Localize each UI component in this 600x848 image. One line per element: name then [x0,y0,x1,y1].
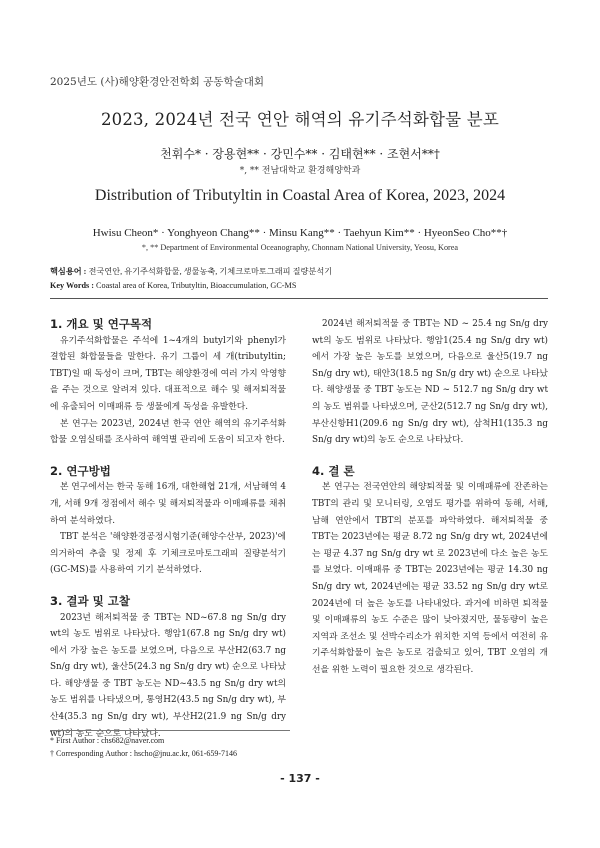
section-heading-4: 4. 결 론 [312,463,355,478]
keywords-english-label: Key Words : [50,281,94,290]
paragraph: TBT 분석은 '해양환경공정시험기준(해양수산부, 2023)'에 의거하여 추출 및 정제 후 기체크로마토그래피 질량분석기(GC-MS)를 사용하여 기기 분석하였다. [50,532,286,576]
keywords-divider [50,298,548,299]
keywords-english-text: Coastal area of Korea, Tributyltin, Bioaccumulation, GC-MS [96,281,297,290]
conference-header: 2025년도 (사)해양환경안전학회 공동학술대회 [50,76,265,88]
affiliation-korean: *, ** 전남대학교 환경해양학과 [239,166,361,176]
keywords-korean [50,266,332,277]
paragraph: 유기주석화합물은 주석에 1~4개의 butyl기와 phenyl가 결합된 화합물들을 말한다. 유기 그룹이 세 개(tributyltin; TBT)일 때 독성이 크며, TBT는 해양환경에 여러 가지 악영향을 주는 것으로 알려져 있다. 대표적으로 해수 및 해저퇴적물에 유출되어 이매패류 등 생물에게 독성을 유발한다. [50,335,286,412]
section-heading-2: 2. 연구방법 [50,463,111,478]
paragraph: 2023년 해저퇴적물 중 TBT는 ND~67.8 ng Sn/g dry wt의 농도 범위로 나타났다. 행암1(67.8 ng Sn/g dry wt)에서 가장 높은 농도를 보였으며, 다음으로 부산H2(63.7 ng Sn/g dry wt), 울산5(24.3 ng Sn/g dry wt) 순으로 나타났다. 해양생물 중 TBT 농도는 ND~43.5 ng Sn/g dry wt의 농도 범위를 나타냈으며, 통영H2(43.5 ng Sn/g dry wt), 부산4(35.3 ng Sn/g dry wt), 부산H2(21.9 ng Sn/g dry wt)의 농도 순으로 나타났다. [50,612,286,739]
title-korean: 2023, 2024년 전국 연안 해역의 유기주석화합물 분포 [100,110,500,129]
footnote-corresponding-author: † Corresponding Author : hscho@jnu.ac.kr, 061-659-7146 [50,749,238,758]
keywords-korean-text: 전국연안, 유기주석화합물, 생물농축, 기체크로마토그래피 질량분석기 [88,267,333,276]
authors-korean: 천휘수* · 장용현** · 강민수** · 김태현** · 조현서**† [160,147,440,161]
paragraph: 본 연구는 2023년, 2024년 한국 연안 해역의 유기주석화합물 오염실태를 조사하여 해역별 관리에 도움이 되고자 한다. [50,418,286,446]
paragraph: 본 연구에서는 한국 동해 16개, 대한해협 21개, 서남해역 4개, 서해 9개 정점에서 해수 및 해저퇴적물과 이매패류를 채취하여 분석하였다. [50,482,286,526]
keywords-korean-label: 핵심용어 : [50,267,87,276]
footnote-divider [50,730,290,731]
right-column [312,316,548,678]
footnote-first-author: * First Author : chs682@naver.com [50,736,165,745]
section-heading-1: 1. 개요 및 연구목적 [50,317,153,331]
title-english: Distribution of Tributyltin in Coastal Area of Korea, 2023, 2024 [94,187,506,204]
keywords-english [50,281,296,290]
paragraph: 2024년 해저퇴적물 중 TBT는 ND ~ 25.4 ng Sn/g dry wt의 농도 범위로 나타났다. 행암1(25.4 ng Sn/g dry wt)에서 가장 높은 농도를 보였으며, 다음으로 울산5(19.7 ng Sn/g dry wt), 태안3(18.5 ng Sn/g dry wt) 순으로 나타났다. 해양생물 중 TBT 농도는 ND ~ 512.7 ng Sn/g dry wt의 농도 범위를 나타냈으며, 군산2(512.7 ng Sn/g dry wt), 부산신항H1(209.6 ng Sn/g dry wt), 삼척H1(135.3 ng Sn/g dry wt)의 농도 순으로 나타났다. [312,319,548,446]
page-number: - 137 - [280,772,320,785]
left-column [50,316,286,742]
authors-english: Hwisu Cheon* · Yonghyeon Chang** · Minsu Kang** · Taehyun Kim** · HyeonSeo Cho**† [92,227,508,239]
section-heading-3: 3. 결과 및 고찰 [50,593,130,608]
paragraph: 본 연구는 전국연안의 해양퇴적물 및 이매패류에 잔존하는 TBT의 관리 및 모니터링, 오염도 평가를 위하여 동해, 서해, 남해 연안에서 TBT의 분포를 파악하였다. 해저퇴적물 중 TBT는 2023년에는 평균 8.72 ng Sn/g dry wt, 2024년에는 평균 4.37 ng Sn/g dry wt 로 2023년에 다소 높은 농도를 보였다. 이매패류 중 TBT는 2023년에는 평균 14.30 ng Sn/g dry wt, 2024년에는 평균 33.52 ng Sn/g dry wt로 2024년에 더 높은 농도를 나타내었다. 과거에 비하면 퇴적물 및 이매패류의 농도 수준은 많이 낮아졌지만, 물동량이 높은 지역과 조선소 및 선박수리소가 위치한 지역 등에서 여전히 유기주석화합물이 높은 농도로 검출되고 있어, TBT 오염의 개선을 위한 노력이 필요한 것으로 생각된다. [312,482,548,675]
affiliation-english: *, ** Department of Environmental Oceanography, Chonnam National University, Yeosu, Korea [141,243,459,252]
